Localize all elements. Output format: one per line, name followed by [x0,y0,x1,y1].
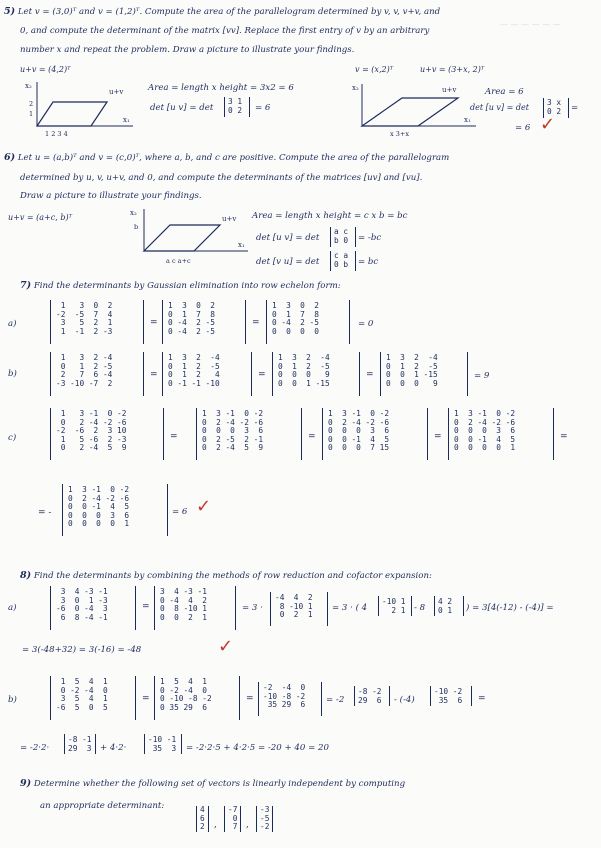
equals-sign: = [258,370,266,380]
problem6-matrix2: c a 0 b [334,251,349,269]
problem5-sum-left: u+v = (4,2)ᵀ [20,65,71,74]
equals-sign: = [478,694,486,704]
problem8-a-step2: = 3 · ( 4 [332,603,368,613]
problem7-a-result: = 0 [358,319,374,329]
matrix-bracket [330,251,356,271]
svg-text:x 3+x: x 3+x [390,130,409,138]
problem5-det-left-result: = 6 [255,103,271,113]
matrix-7b-2: 1 3 2 -4 0 1 2 -5 0 1 2 4 0 -1 -1 -10 [168,353,220,388]
svg-text:x₂: x₂ [130,209,137,217]
parallelogram-graph-right [350,80,480,140]
problem5-area-right: Area = 6 [485,87,524,97]
problem6-matrix1: a c b 0 [334,227,349,245]
problem5-line3: number x and repeat the problem. Draw a picture to illustrate your findings. [20,45,355,55]
problem7-b-result: = 9 [474,371,490,381]
problem8-a-step1: = 3 · [242,603,263,613]
problem6-line1: 6) Let u = (a,b)ᵀ and v = (c,0)ᵀ, where a, b, and c are positive. Compute the area of the parallelogram [4,152,450,163]
problem8-b-step: = -2 [326,695,345,705]
problem5-sum-right: u+v = (3+x, 2)ᵀ [420,65,485,74]
matrix-8b-5: -10 -2 35 6 [434,687,463,705]
bleed-through-text: — — — — — — [500,20,561,29]
problem8-b-line2b: + 4·2· [100,743,127,753]
equals-sign: = [150,318,158,328]
matrix-8b-3: -2 -4 0 -10 -8 -2 35 29 6 [263,683,306,710]
problem8-b-step2: - (-4) [394,695,415,705]
svg-text:x₁: x₁ [464,116,471,124]
problem9-line2: an appropriate determinant: [40,801,165,811]
matrix-8a-2: 3 4 -3 -1 0 -4 4 2 0 8 -10 1 0 0 2 1 [160,587,207,622]
matrix-7a-3: 1 3 0 2 0 1 7 8 0 -4 2 -5 0 0 0 0 [272,301,319,336]
equals-sign: = [246,694,254,704]
matrix-7a-2: 1 3 0 2 0 1 7 8 0 -4 2 -5 0 -4 2 -5 [168,301,215,336]
matrix-7c-4: 1 3 -1 0 -2 0 2 -4 -2 -6 0 0 0 3 6 0 0 -1 4 5 0 0 0 0 1 [454,409,516,453]
problem5-area-left: Area = length x height = 3x2 = 6 [148,83,294,93]
matrix-8b-2: 1 5 4 1 0 -2 -4 0 0 -10 -8 -2 0 35 29 6 [160,677,212,712]
matrix-7a-1: 1 3 0 2 -2 -5 7 4 3 5 2 1 1 -1 2 -3 [56,301,113,336]
matrix-8b-7: -10 -1 35 3 [148,735,177,753]
checkmark-icon: ✓ [196,496,212,517]
svg-text:u+v: u+v [109,88,124,96]
problem8-a-label: a) [8,603,17,613]
svg-text:u+v: u+v [442,86,457,94]
comma: , [246,820,249,830]
problem7-a-label: a) [8,319,17,329]
problem5-v-right: v = (x,2)ᵀ [355,65,394,74]
problem7-title: 7) Find the determinants by Gaussian elimination into row echelon form: [20,280,341,291]
matrix-7c-1: 1 3 -1 0 -2 0 2 -4 -2 -6 -2 -6 2 3 10 1 5 -6 2 -3 0 2 -4 5 9 [56,409,127,453]
comma: , [214,820,217,830]
problem6-det1-result: = -bc [358,233,382,243]
equals-sign: = [170,432,178,442]
svg-text:x₂: x₂ [25,82,32,90]
equals-sign: = [142,694,150,704]
problem6-area: Area = length x height = c x b = bc [252,211,408,221]
matrix-8b-1: 1 5 4 1 0 -2 -4 0 3 5 4 1 -6 5 0 5 [56,677,108,712]
svg-text:x₁: x₁ [238,241,245,249]
problem5-final-right: = 6 [515,123,531,133]
equals-sign: = [560,432,568,442]
svg-text:b: b [134,223,139,231]
svg-text:2: 2 [29,100,34,108]
checkmark-icon: ✓ [540,114,556,135]
parallelogram-graph-p6 [120,205,250,267]
svg-text:1 2 3 4: 1 2 3 4 [45,130,68,138]
problem5-det-left: det [u v] = det [150,103,214,113]
problem8-b-label: b) [8,695,17,705]
problem6-det2-result: = bc [358,257,379,267]
svg-text:1: 1 [29,110,34,118]
equals-sign: = [150,370,158,380]
problem6-det1: det [u v] = det [256,233,320,243]
problem5-matrix-right: 3 x 0 2 [547,98,562,116]
problem5-matrix-left: 3 1 0 2 [228,97,243,115]
problem8-b-line2c: = -2·2·5 + 4·2·5 = -20 + 40 = 20 [186,743,329,753]
equals-sign: = [142,602,150,612]
matrix-bracket [330,227,356,247]
problem6-line2: determined by u, v, u+v, and 0, and compute the determinants of the matrices [uv] and [vu]. [20,173,423,183]
vector-2: -7 0 7 [224,806,241,832]
vector-1: 4 6 2 [196,806,209,832]
problem7-c-result: = 6 [172,507,188,517]
problem7-c-label: c) [8,433,17,443]
matrix-7b-3: 1 3 2 -4 0 1 2 -5 0 0 0 9 0 0 1 -15 [278,353,330,388]
svg-text:x₂: x₂ [352,84,359,92]
matrix-8a-5: 4 2 0 1 [438,597,453,615]
matrix-8b-6: -8 -1 29 3 [68,735,92,753]
problem8-a-step4: ) = 3[4(-12) - (-4)] = [466,603,554,613]
matrix-7b-1: 1 3 2 -4 0 1 2 -5 2 7 6 -4 -3 -10 -7 2 [56,353,113,388]
matrix-8a-4: -10 1 2 1 [382,597,406,615]
matrix-7b-4: 1 3 2 -4 0 1 2 -5 0 0 1 -15 0 0 0 9 [386,353,438,388]
problem6-sum: u+v = (a+c, b)ᵀ [8,213,72,222]
matrix-7c-5: 1 3 -1 0 -2 0 2 -4 -2 -6 0 0 -1 4 5 0 0 0 3 6 0 0 0 0 1 [68,485,130,529]
matrix-7c-3: 1 3 -1 0 -2 0 2 -4 -2 -6 0 0 0 3 6 0 0 -1 4 5 0 0 0 7 15 [328,409,390,453]
problem9-line1: 9) Determine whether the following set of vectors is linearly independent by computing [20,778,406,789]
vector-3: -3 -5 -2 [256,806,273,832]
problem8-a-step3: - 8 [414,603,426,613]
svg-text:x₁: x₁ [123,116,130,124]
matrix-8a-1: 3 4 -3 -1 3 0 1 -3 -6 0 -4 3 6 8 -4 -1 [56,587,108,622]
checkmark-icon: ✓ [218,636,234,657]
svg-text:u+v: u+v [222,215,237,223]
parallelogram-graph-left [15,78,135,140]
problem6-det2: det [v u] = det [256,257,320,267]
equals-sign: = [252,318,260,328]
problem7-b-label: b) [8,369,17,379]
problem5-line2: 0, and compute the determinant of the matrix [vv]. Replace the first entry of v by an arbitrary [20,26,430,36]
equals-sign: = [308,432,316,442]
svg-text:a c a+c: a c a+c [166,257,191,265]
matrix-bracket [224,97,250,117]
matrix-8b-4: -8 -2 29 6 [358,687,382,705]
problem8-title: 8) Find the determinants by combining the methods of row reduction and cofactor expansion: [20,570,432,581]
problem5-line1: 5) Let v = (3,0)ᵀ and v = (1,2)ᵀ. Compute the area of the parallelogram determined by v, v, v+v, and [4,6,441,17]
problem8-b-line2: = -2·2· [20,743,50,753]
problem5-det-right-result: = [571,103,579,113]
problem8-a-line2: = 3(-48+32) = 3(-16) = -48 [22,645,142,655]
equals-sign: = [434,432,442,442]
problem5-det-right: det [u v] = det [470,103,529,112]
problem6-line3: Draw a picture to illustrate your findings. [20,191,202,201]
matrix-7c-2: 1 3 -1 0 -2 0 2 -4 -2 -6 0 0 0 3 6 0 2 -5 2 -1 0 2 -4 5 9 [202,409,264,453]
equals-sign: = [366,370,374,380]
matrix-8a-3: -4 4 2 8 -10 1 0 2 1 [275,593,313,620]
minus-equals: = - [38,508,52,518]
